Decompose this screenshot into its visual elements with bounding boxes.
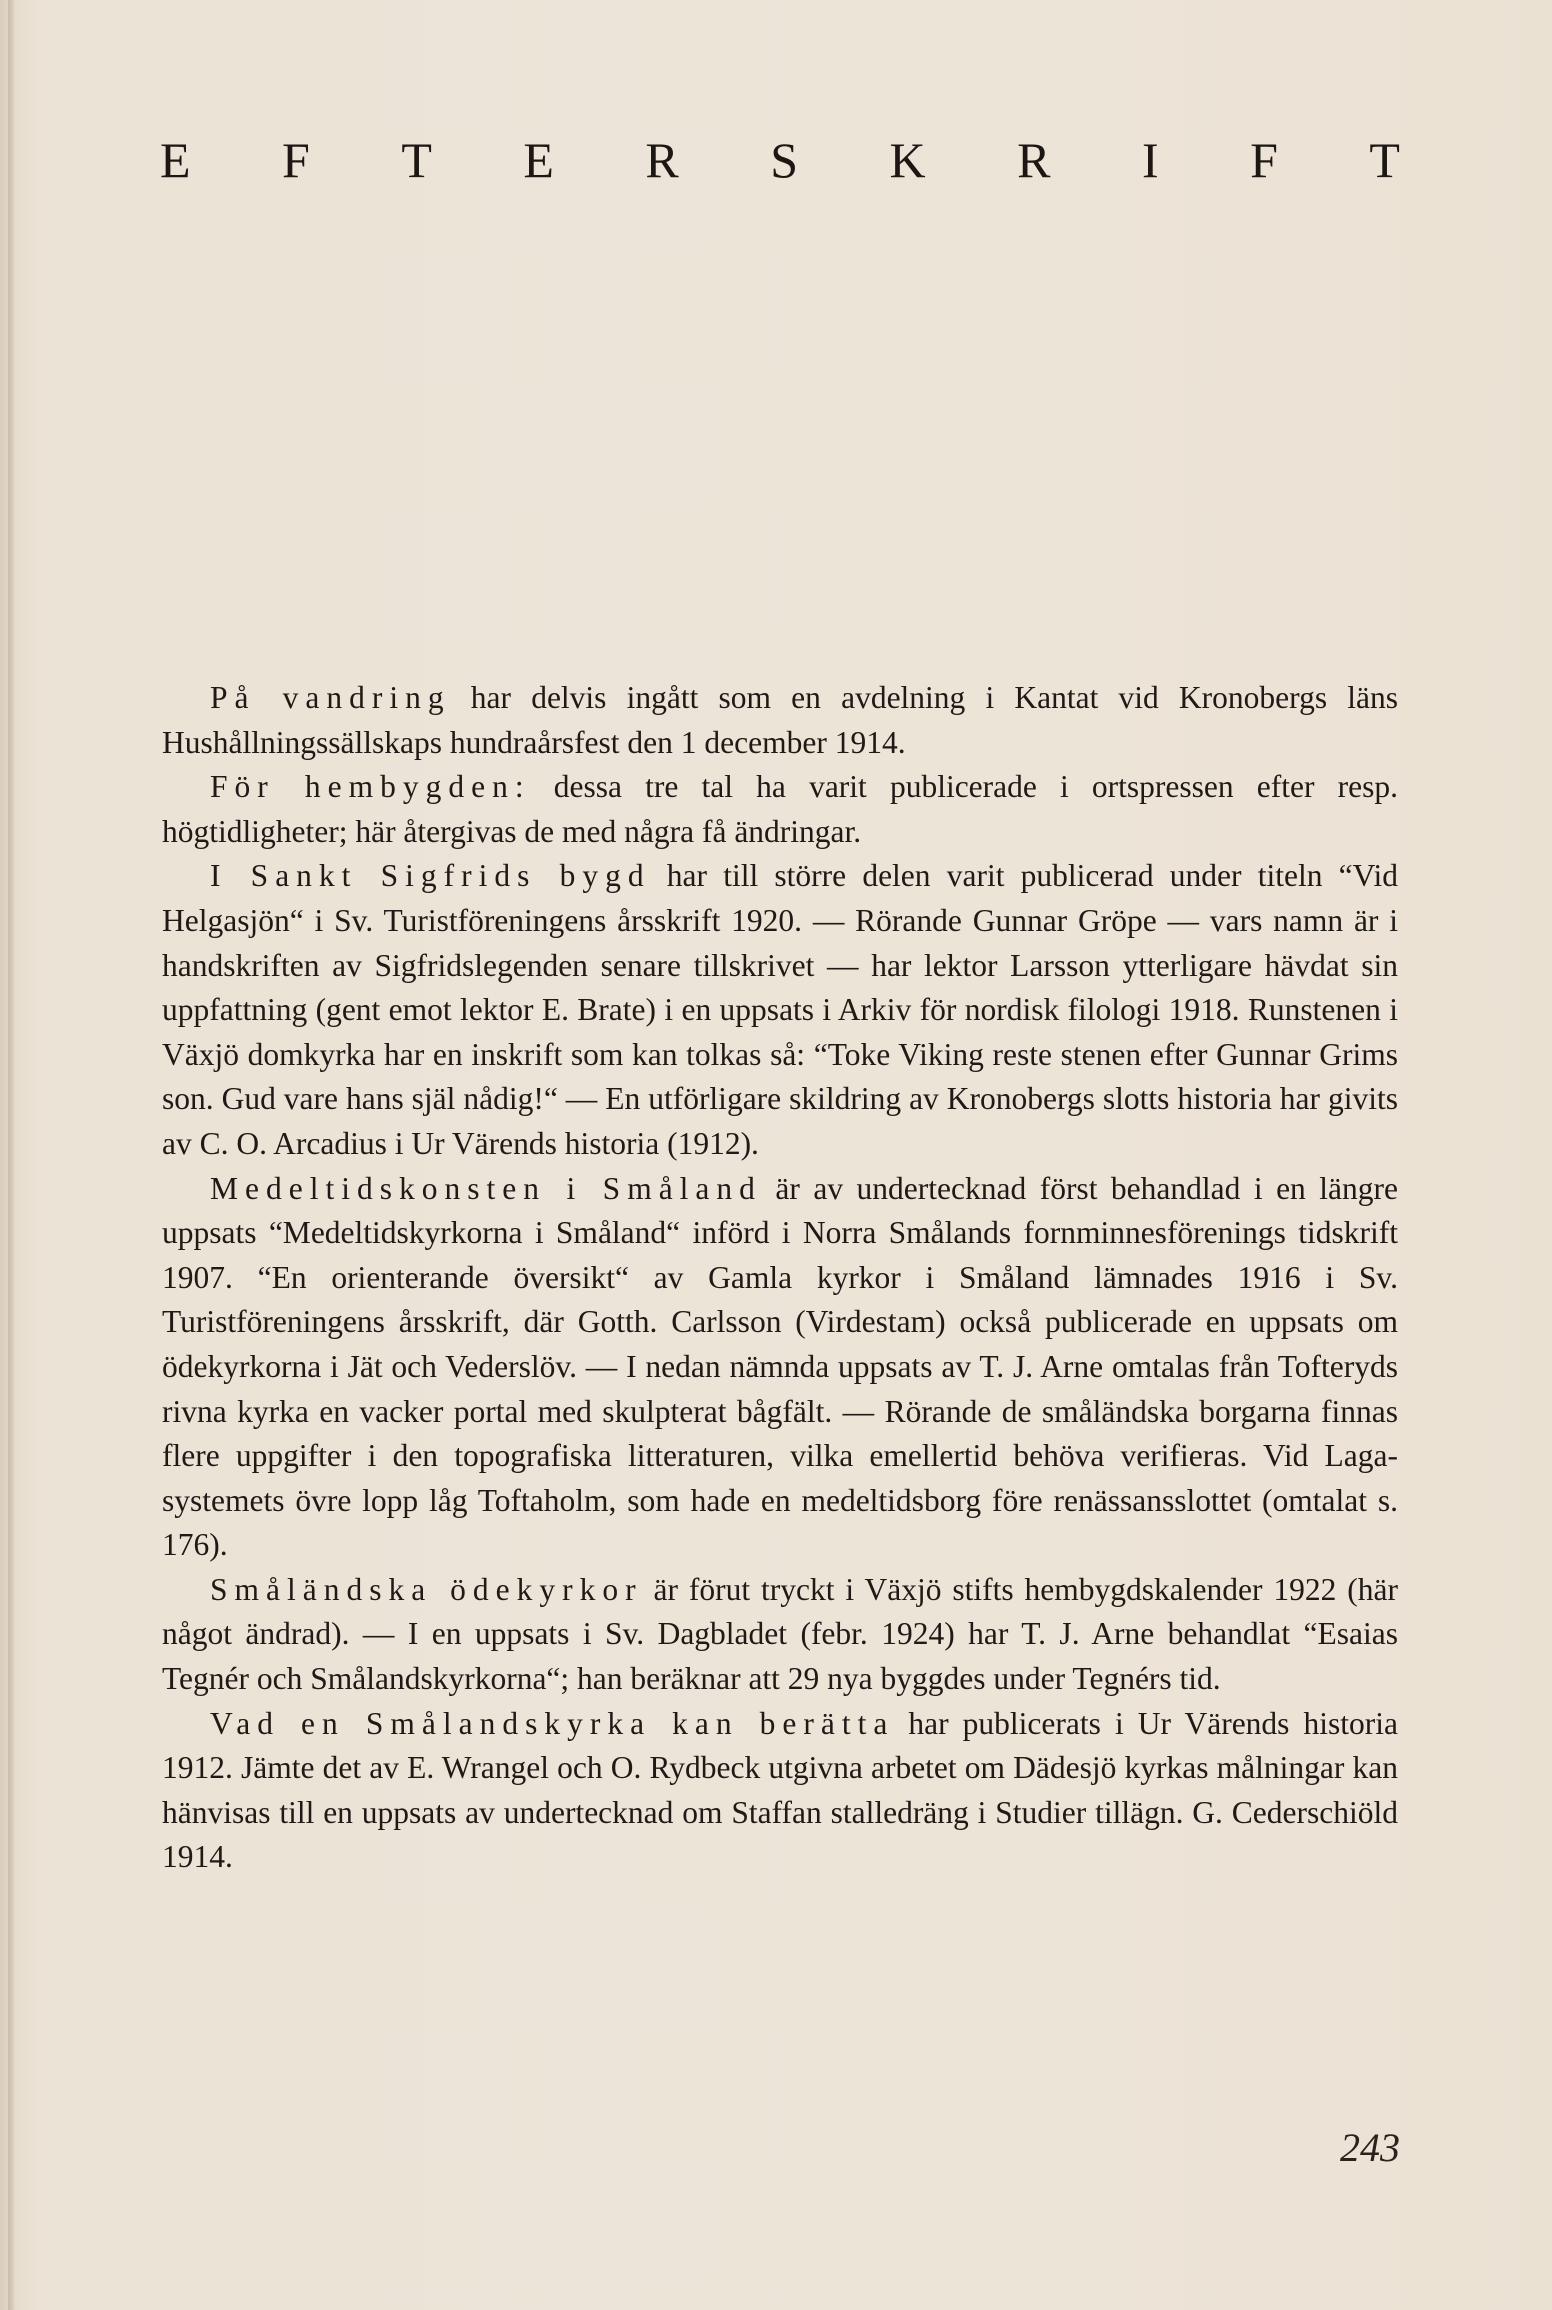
title-letter: F bbox=[282, 132, 310, 188]
paragraph bbox=[162, 1702, 1398, 1880]
paragraph-text: har publicerats i Ur Värends historia 1912. Jämte det av E. Wrangel och O. Rydbeck utgivna arbetet om Dädesjö kyrkas målningar kan hänvisas till en uppsats av undertecknad om Staffan stalledräng i Studier tillägn. G. Cederschiöld 1914. bbox=[162, 1705, 1398, 1875]
title-letter: I bbox=[1141, 132, 1159, 188]
paragraph bbox=[162, 1568, 1398, 1702]
paragraph bbox=[162, 676, 1398, 765]
page-title bbox=[160, 130, 1400, 190]
title-letter: T bbox=[401, 132, 432, 188]
title-letter: T bbox=[1369, 132, 1400, 188]
paragraph-lead: I Sankt Sigfrids bygd bbox=[210, 858, 651, 894]
paragraph-lead: Vad en Smålandskyrka kan berätta bbox=[210, 1705, 895, 1741]
body-text bbox=[162, 676, 1398, 1880]
title-letter: E bbox=[523, 132, 554, 188]
paragraph-text: dessa tre tal ha varit publicerade i ortspressen efter resp. högtidligheter; här återgivas de med några få ändringar. bbox=[162, 769, 1398, 849]
paragraph-lead: För hembygden: bbox=[210, 769, 531, 805]
title-letter: F bbox=[1250, 132, 1278, 188]
paragraph-text: är förut tryckt i Växjö stifts hembygdskalender 1922 (här något ändrad). — I en uppsats i Sv. Dagbladet (febr. 1924) har T. J. Arne behandlat “Esaias Tegnér och Smålandskyrkorna“; han beräknar att 29 nya byggdes under Tegnérs tid. bbox=[162, 1571, 1398, 1697]
paragraph-text: är av undertecknad först behandlad i en längre uppsats “Medeltidskyrkorna i Småland“ införd i Norra Smålands fornminnesförenings tidskrift 1907. “En orienterande översikt“ av Gamla kyrkor i Småland lämnades 1916 i Sv. Turistföreningens årsskrift, där Gotth. Carlsson (Virdestam) också publicerade en uppsats om ödekyrkorna i Jät och Vederslöv. — I nedan nämnda uppsats av T. J. Arne omtalas från Tofteryds rivna kyrka en vacker portal med skulpterat bågfält. — Rörande de småländska borgarna finnas flere uppgifter i den topografiska litteraturen, vilka emellertid behöva verifieras. Vid Laga-systemets övre lopp låg Toftaholm, som hade en medeltidsborg före renässansslottet (omtalat s. 176). bbox=[162, 1170, 1398, 1563]
paragraph-text: har till större delen varit publicerad under titeln “Vid Helgasjön“ i Sv. Turistföreningens årsskrift 1920. — Rörande Gunnar Gröpe — vars namn är i handskriften av Sigfridslegenden senare tillskrivet — har lektor Larsson ytterligare hävdat sin uppfattning (gent emot lektor E. Brate) i en uppsats i Arkiv för nordisk filologi 1918. Runstenen i Växjö domkyrka har en inskrift som kan tolkas så: “Toke Viking reste stenen efter Gunnar Grims son. Gud vare hans själ nådig!“ — En utförligare skildring av Kronobergs slotts historia har givits av C. O. Arcadius i Ur Värends historia (1912). bbox=[162, 858, 1398, 1161]
paragraph-lead: Småländska ödekyrkor bbox=[210, 1571, 643, 1607]
title-letter: R bbox=[1017, 132, 1051, 188]
paragraph-lead: På vandring bbox=[210, 680, 451, 715]
title-letter: E bbox=[160, 132, 191, 188]
title-letter: S bbox=[770, 132, 799, 188]
page-number: 243 bbox=[1340, 2125, 1400, 2170]
paragraph-lead: Medeltidskonsten i Småland bbox=[210, 1170, 762, 1206]
title-letter: K bbox=[889, 132, 926, 188]
paragraph bbox=[162, 1167, 1398, 1568]
paragraph bbox=[162, 765, 1398, 854]
paragraph bbox=[162, 854, 1398, 1166]
title-letter: R bbox=[645, 132, 679, 188]
page-spine-edge bbox=[8, 0, 14, 2310]
paragraph-text: har delvis ingått som en avdelning i Kantat vid Kronobergs läns Hushållningssällskaps hundraårsfest den 1 december 1914. bbox=[162, 680, 1398, 760]
